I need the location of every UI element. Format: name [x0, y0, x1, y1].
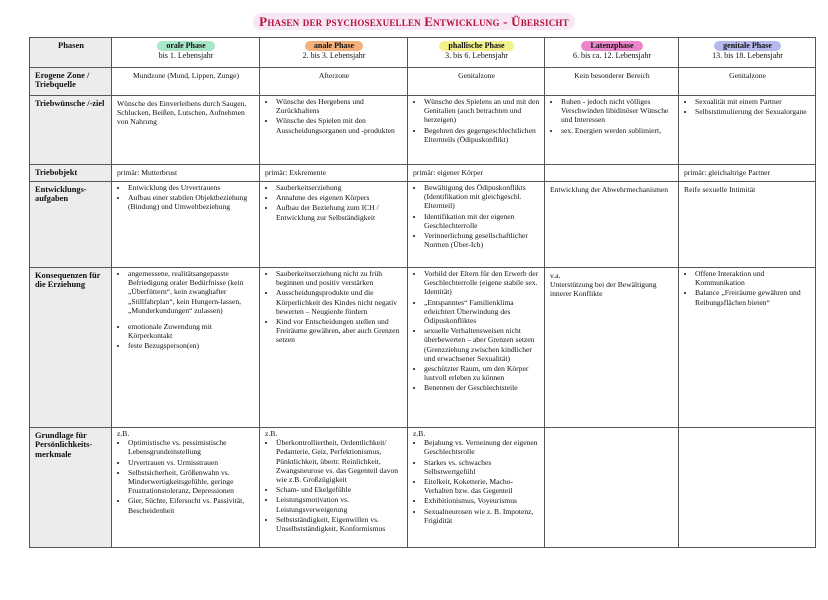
consequences-oral: [112, 268, 260, 428]
phase-pill-genital: genitale Phase: [714, 41, 781, 51]
list-item: • Identifikation mit der eigenen Geschlechterrolle: [424, 212, 540, 230]
list-item: • „Entspanntes“ Familienklima erleichtert Überwindung des Ödipuskonfliktes: [424, 298, 540, 326]
list-item: • Selbststimulierung der Sexualorgane: [695, 107, 811, 116]
list-item: • Sexualität mit einem Partner: [695, 97, 811, 106]
phase-age-phallic: 3. bis 6. Lebensjahr: [445, 51, 508, 60]
wish-phallic: [408, 96, 545, 165]
traits-anal: [260, 428, 408, 548]
row-label-traits: Grundlage für Persönlichkeits-merkmale: [30, 428, 112, 548]
object-phallic: primär: eigener Körper: [408, 165, 545, 182]
tasks-oral: [112, 182, 260, 268]
wish-oral: Wünsche des Einverleibens durch Saugen, Schlucken, Beißen, Lutschen, Aufnehmen von Nahrung: [112, 96, 260, 165]
row-zone: [30, 68, 816, 96]
corner-cell: Phasen: [30, 38, 112, 68]
list-item: • Scham- und Ekelgefühle: [276, 485, 403, 494]
zone-genital: Genitalzone: [679, 68, 816, 96]
list-item: • Bewältigung des Ödipuskonflikts (Identifikation mit gleichgeschl. Elternteil): [424, 183, 540, 211]
list-item: • Starkes vs. schwaches Selbstwertgefühl: [424, 458, 540, 476]
phases-table: [29, 37, 816, 548]
list-item: • emotionale Zuwendung mit Körperkontakt: [128, 322, 255, 340]
row-label-tasks: Entwicklungs-aufgaben: [30, 182, 112, 268]
traits-oral: [112, 428, 260, 548]
object-latency: [545, 165, 679, 182]
list-item: • angemessene, realitätsangepasste Befriedigung oraler Bedürfnisse (kein „Überfüttern“, kein zwanghafter „Stillfahrplan“, kein Hungern-lassen, „Munderkundungen“ zulassen): [128, 269, 255, 315]
list-item: • Wünsche des Spielen mit den Ausscheidungsorganen und -produkten: [276, 116, 403, 134]
consequences-latency: [545, 268, 679, 428]
consequences-latency-text: Unterstützung bei der Bewältigung innerer Konflikte: [550, 280, 657, 299]
traits-latency: [545, 428, 679, 548]
tasks-anal: [260, 182, 408, 268]
list-item: • sexuelle Verhaltensweisen nicht überbewerten – aber Grenzen setzen (Grenzziehung zwischen kindlicher und erwachsener Sexualität): [424, 326, 540, 363]
list-item: • Selbstsicherheit, Größenwahn vs. Minderwertigkeitsgefühle, geringe Frustrationstoleranz, Depressionen: [128, 468, 255, 496]
list-item: • Entwicklung des Urvertrauens: [128, 183, 255, 192]
list-item: • Urvertrauen vs. Urmisstrauen: [128, 458, 255, 467]
consequences-phallic: [408, 268, 545, 428]
list-item: • Eitelkeit, Koketterie, Macho-Verhalten bzw. das Gegenteil: [424, 477, 540, 495]
list-item: • Wünsche des Hergebens und Zurückhaltens: [276, 97, 403, 115]
row-traits: [30, 428, 816, 548]
list-item: • Ausscheidungsprodukte und die Körperlichkeit des Kindes nicht negativ bewerten – Neugierde fördern: [276, 288, 403, 316]
consequences-latency-va: v.a.: [550, 271, 561, 280]
list-item: • Sexualneurosen wie z. B. Impotenz, Frigidität: [424, 507, 540, 525]
zone-phallic: Genitalzone: [408, 68, 545, 96]
traits-zb: z.B.: [117, 429, 130, 438]
phase-header-oral: [112, 38, 260, 68]
row-label-zone: Erogene Zone / Triebquelle: [30, 68, 112, 96]
tasks-genital: Reife sexuelle Intimität: [679, 182, 816, 268]
tasks-latency: Entwicklung der Abwehrmechanismen: [545, 182, 679, 268]
list-item: • Benennen der Geschlechtsteile: [424, 383, 540, 392]
list-item: • Offene Interaktion und Kommunikation: [695, 269, 811, 287]
traits-zb: z.B.: [413, 429, 426, 438]
phase-header-phallic: [408, 38, 545, 68]
wish-genital: [679, 96, 816, 165]
list-item: • Gier, Süchte, Eifersucht vs. Passivität, Bescheidenheit: [128, 496, 255, 514]
list-item: • Vorbild der Eltern für den Erwerb der Geschlechterrolle (eigene stabile sex. Identität): [424, 269, 540, 297]
tasks-phallic: [408, 182, 545, 268]
phase-header-genital: [679, 38, 816, 68]
row-label-wish: Triebwünsche /-ziel: [30, 96, 112, 165]
zone-latency: Kein besonderer Bereich: [545, 68, 679, 96]
row-object: [30, 165, 816, 182]
traits-phallic: [408, 428, 545, 548]
row-consequences: [30, 268, 816, 428]
list-item: • Aufbau der Beziehung zum ICH / Entwicklung zur Selbständigkeit: [276, 203, 403, 221]
traits-genital: [679, 428, 816, 548]
list-item: • Überkontrolliertheit, Ordentlichkeit/ Pedanterie, Geiz, Perfektionismus, Pünktlichkeit, übertr. Reinlichkeit, Zwangsneurose vs. das Gegenteil davon wie z.B. Großzügigkeit: [276, 438, 403, 484]
header-row: [30, 38, 816, 68]
phase-pill-phallic: phallische Phase: [439, 41, 513, 51]
phase-age-anal: 2. bis 3. Lebensjahr: [302, 51, 366, 60]
list-item: • Wünsche des Spielens an und mit den Genitalien (auch betrachten und herzeigen): [424, 97, 540, 125]
list-item: • sex. Energien werden sublimiert,: [561, 126, 674, 135]
list-item: • geschützter Raum, um den Körper lustvoll erleben zu können: [424, 364, 540, 382]
list-item: • Optimistische vs. pessimistische Lebensgrundeinstellung: [128, 438, 255, 456]
phase-age-oral: bis 1. Lebensjahr: [158, 51, 214, 60]
traits-zb: z.B.: [265, 429, 278, 438]
list-item: • Ruhen - jedoch nicht völliges Verschwinden libidinöser Wünsche und Interessen: [561, 97, 674, 125]
phase-age-genital: 13. bis 18. Lebensjahr: [712, 51, 783, 60]
list-item: • Exhibitionismus, Voyeurismus: [424, 496, 540, 505]
row-wish: [30, 96, 816, 165]
list-item: • Sauberkeitserziehung nicht zu früh beginnen und positiv verstärken: [276, 269, 403, 287]
phase-header-anal: [260, 38, 408, 68]
list-item: • Balance „Freiräume gewähren und Reibungsflächen bieten“: [695, 288, 811, 306]
row-tasks: [30, 182, 816, 268]
list-item: • Bejahung vs. Verneinung der eigenen Geschlechtsrolle: [424, 438, 540, 456]
row-label-consequences: Konsequenzen für die Erziehung: [30, 268, 112, 428]
phase-age-latency: 6. bis ca. 12. Lebensjahr: [573, 51, 651, 60]
phase-pill-latency: Latenzphase: [581, 41, 642, 51]
object-anal: primär: Exkremente: [260, 165, 408, 182]
page-title-text: Phasen der psychosexuellen Entwicklung - Übersicht: [253, 13, 575, 30]
object-genital: primär: gleichaltrige Partner: [679, 165, 816, 182]
list-item: • Leistungsmotivation vs. Leistungsverweigerung: [276, 495, 403, 513]
list-item: • Selbstständigkeit, Eigenwillen vs. Unselbstständigkeit, Konformismus: [276, 515, 403, 533]
list-item: • Begehren des gegengeschlechtlichen Elternteils (Ödipuskonflikt): [424, 126, 540, 144]
phase-header-latency: [545, 38, 679, 68]
wish-latency: [545, 96, 679, 165]
page-title: [0, 14, 828, 32]
object-oral: primär: Mutterbrust: [112, 165, 260, 182]
zone-oral: Mundzone (Mund, Lippen, Zunge): [112, 68, 260, 96]
list-item: • feste Bezugsperson(en): [128, 341, 255, 350]
zone-anal: Afterzone: [260, 68, 408, 96]
list-item: • Annahme des eigenen Körpers: [276, 193, 403, 202]
row-label-object: Triebobjekt: [30, 165, 112, 182]
list-item: • Kind vor Entscheidungen stellen und Freiräume gewähren, aber auch Grenzen setzen: [276, 317, 403, 345]
wish-anal: [260, 96, 408, 165]
consequences-genital: [679, 268, 816, 428]
consequences-anal: [260, 268, 408, 428]
list-item: • Aufbau einer stabilen Objektbeziehung (Bindung) und Umweltbeziehung: [128, 193, 255, 211]
phase-pill-anal: anale Phase: [305, 41, 363, 51]
list-item: • Sauberkeitserziehung: [276, 183, 403, 192]
list-item: • Verinnerlichung gesellschaftlicher Normen (Über-Ich): [424, 231, 540, 249]
phase-pill-oral: orale Phase: [157, 41, 214, 51]
